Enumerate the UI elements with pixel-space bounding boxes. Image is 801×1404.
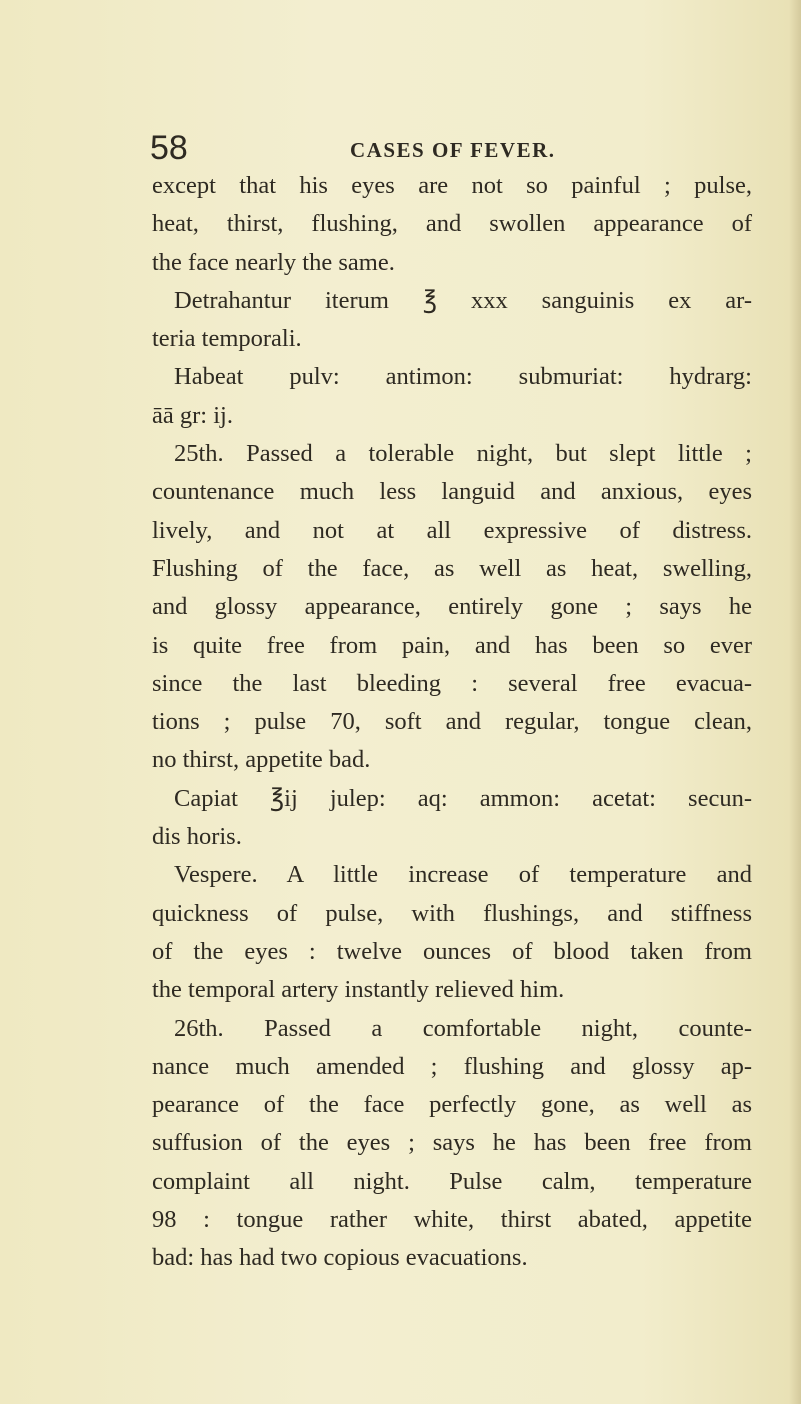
- text-line: āā gr: ij.: [152, 401, 233, 429]
- text-line: quickness of pulse, with flushings, and stiffness: [152, 899, 752, 927]
- text-line: teria temporali.: [152, 325, 302, 353]
- text-line: tions ; pulse 70, soft and regular, tongue clean,: [152, 708, 752, 736]
- text-line: and glossy appearance, entirely gone ; says he: [152, 593, 752, 621]
- text-line: 98 : tongue rather white, thirst abated, appetite: [152, 1206, 752, 1234]
- text-line: Flushing of the face, as well as heat, swelling,: [152, 554, 752, 582]
- text-line: countenance much less languid and anxious, eyes: [152, 478, 752, 506]
- text-line: since the last bleeding : several free evacua-: [152, 669, 752, 697]
- text-line: bad: has had two copious evacuations.: [152, 1244, 528, 1272]
- page-number: 58: [150, 129, 188, 167]
- text-line: is quite free from pain, and has been so ever: [152, 631, 752, 659]
- page-title: CASES OF FEVER.: [350, 138, 556, 162]
- text-line: nance much amended ; flushing and glossy ap-: [152, 1052, 752, 1080]
- text-line: no thirst, appetite bad.: [152, 746, 371, 774]
- text-line: heat, thirst, flushing, and swollen appearance of: [152, 210, 752, 238]
- text-line: dis horis.: [152, 823, 242, 851]
- text-line: 25th. Passed a tolerable night, but slept little ;: [174, 440, 752, 468]
- text-line: complaint all night. Pulse calm, temperature: [152, 1167, 752, 1195]
- text-line: pearance of the face perfectly gone, as well as: [152, 1091, 752, 1119]
- page-edge-shadow: [789, 0, 801, 1404]
- text-line: of the eyes : twelve ounces of blood taken from: [152, 937, 752, 965]
- text-line: lively, and not at all expressive of distress.: [152, 516, 752, 544]
- text-line: the face nearly the same.: [152, 248, 395, 276]
- text-line: suffusion of the eyes ; says he has been free from: [152, 1129, 752, 1157]
- text-line: Capiat ℥ij julep: aq: ammon: acetat: secun-: [174, 784, 752, 812]
- text-line: Habeat pulv: antimon: submuriat: hydrarg:: [174, 363, 752, 391]
- running-head: [150, 128, 560, 168]
- text-line: 26th. Passed a comfortable night, counte-: [174, 1014, 752, 1042]
- text-line: the temporal artery instantly relieved him.: [152, 976, 565, 1004]
- text-line: Detrahantur iterum ℥ xxx sanguinis ex ar-: [174, 286, 752, 314]
- text-line: Vespere. A little increase of temperature and: [174, 861, 752, 889]
- text-line: except that his eyes are not so painful ; pulse,: [152, 172, 752, 199]
- body-text: [152, 167, 752, 1278]
